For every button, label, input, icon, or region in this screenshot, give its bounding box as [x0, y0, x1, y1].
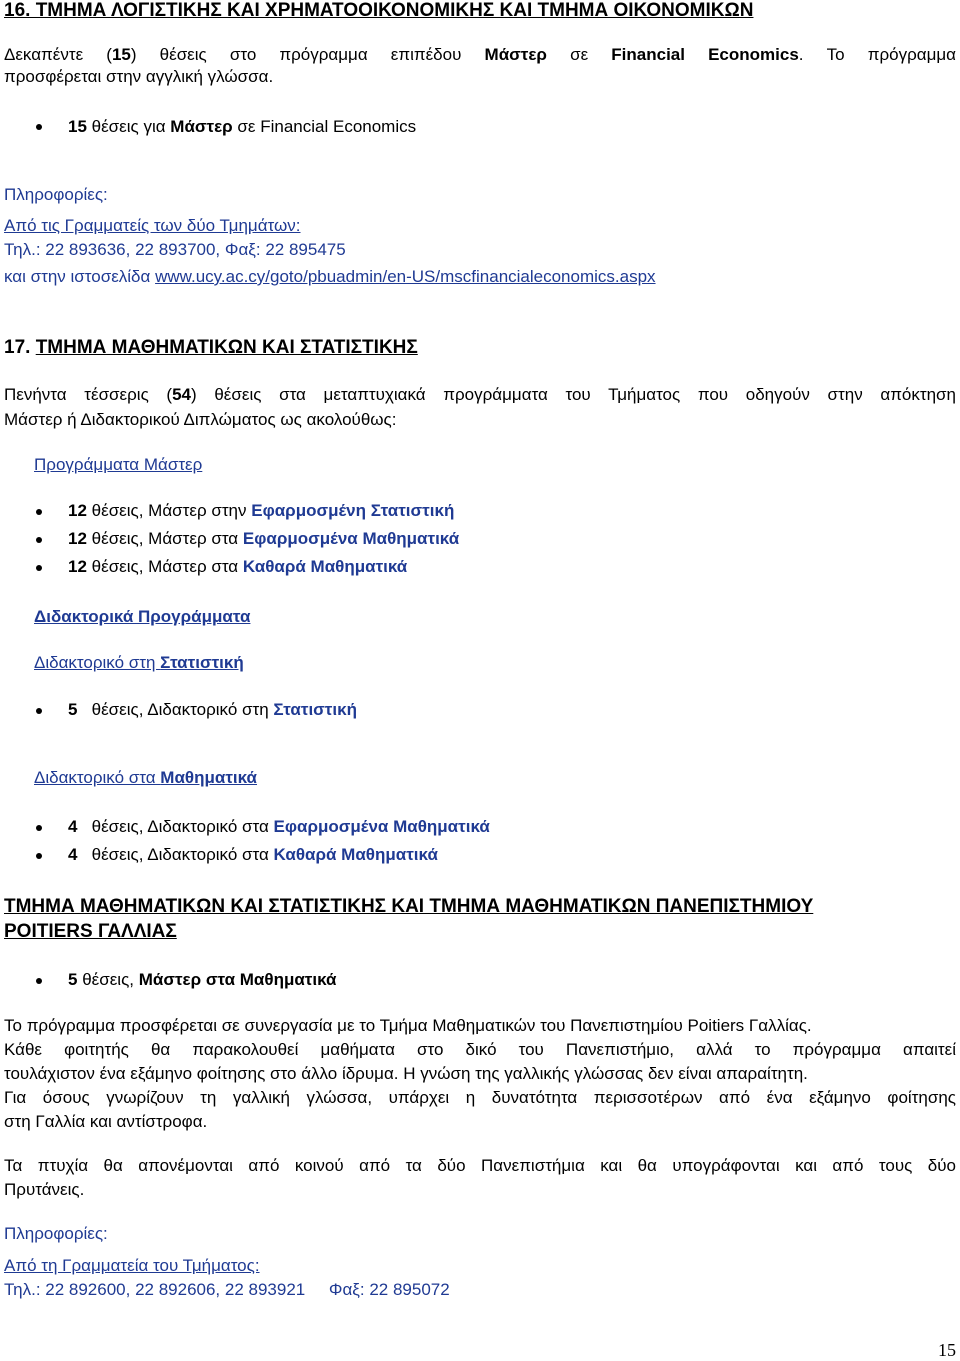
- joint-paragraph-line: τουλάχιστον ένα εξάμηνο φοίτησης στο άλλο ίδρυμα. Η γνώση της γαλλικής γλώσσας δεν είναι απαραίτητη.: [4, 1064, 808, 1083]
- phone-numbers: Τηλ.: 22 893636, 22 893700, Φαξ: 22 895475: [4, 240, 346, 259]
- section-16-bullet: 15 θέσεις για Μάστερ σε Financial Economics: [68, 117, 417, 136]
- phd-math-heading: Διδακτορικό στα Μαθηματικά: [34, 768, 258, 787]
- bullet-icon: [36, 708, 42, 714]
- phd-item: 5 θέσεις, Διδακτορικό στη Στατιστική: [68, 700, 357, 719]
- section-17-intro-line1: Πενήντα τέσσερις (54) θέσεις στα μεταπτυχιακά προγράμματα του Τμήματος που οδηγούν στην απόκτηση: [4, 385, 956, 404]
- bullet-icon: [36, 978, 42, 984]
- section-17-intro-line2: Μάστερ ή Διδακτορικού Διπλώματος ως ακολούθως:: [4, 410, 397, 429]
- joint-paragraph-line: Το πρόγραμμα προσφέρεται σε συνεργασία με το Τμήμα Μαθηματικών του Πανεπιστημίου Poitiers Γαλλίας.: [4, 1016, 812, 1035]
- section-16-paragraph-line2: προσφέρεται στην αγγλική γλώσσα.: [4, 67, 274, 86]
- master-programs-heading: Προγράμματα Μάστερ: [34, 455, 203, 474]
- phd-item: 4 θέσεις, Διδακτορικό στα Εφαρμοσμένα Μαθηματικά: [68, 817, 490, 836]
- master-item: 12 θέσεις, Μάστερ στην Εφαρμοσμένη Στατιστική: [68, 501, 455, 520]
- section-16-heading: 16. ΤΜΗΜΑ ΛΟΓΙΣΤΙΚΗΣ ΚΑΙ ΧΡΗΜΑΤΟΟΙΚΟΝΟΜΙΚΗΣ ΚΑΙ ΤΜΗΜΑ ΟΙΚΟΝΟΜΙΚΩΝ: [4, 0, 754, 21]
- joint-paragraph-line: Κάθε φοιτητής θα παρακολουθεί μαθήματα στο δικό του Πανεπιστήμιο, αλλά το πρόγραμμα απαιτεί: [4, 1040, 956, 1059]
- bullet-icon: [36, 537, 42, 543]
- info-label: Πληροφορίες:: [4, 1224, 108, 1243]
- phd-item: 4 θέσεις, Διδακτορικό στα Καθαρά Μαθηματικά: [68, 845, 438, 864]
- bullet-icon: [36, 825, 42, 831]
- website-line: και στην ιστοσελίδα www.ucy.ac.cy/goto/pbuadmin/en-US/mscfinancialeconomics.aspx: [4, 267, 656, 286]
- joint-paragraph-line: στη Γαλλία και αντίστροφα.: [4, 1112, 208, 1131]
- bullet-icon: [36, 509, 42, 515]
- bullet-icon: [36, 565, 42, 571]
- secretariat-label: Από τη Γραμματεία του Τμήματος:: [4, 1256, 260, 1275]
- joint-program-heading-line1: ΤΜΗΜΑ ΜΑΘΗΜΑΤΙΚΩΝ ΚΑΙ ΣΤΑΤΙΣΤΙΚΗΣ ΚΑΙ ΤΜΗΜΑ ΜΑΘΗΜΑΤΙΚΩΝ ΠΑΝΕΠΙΣΤΗΜΙΟΥ: [4, 896, 814, 917]
- joint-program-heading-line2: POITIERS ΓΑΛΛΙΑΣ: [4, 921, 177, 942]
- diploma-paragraph-line: Πρυτάνεις.: [4, 1180, 85, 1199]
- diploma-paragraph-line: Τα πτυχία θα απονέμονται από κοινού από τα δύο Πανεπιστήμια και θα υπογράφονται και από τους δύο: [4, 1156, 956, 1175]
- phd-statistics-heading: Διδακτορικό στη Στατιστική: [34, 653, 244, 672]
- joint-paragraph-line: Για όσους γνωρίζουν τη γαλλική γλώσσα, υπάρχει η δυνατότητα περισσοτέρων από ένα εξάμηνο φοίτησης: [4, 1088, 956, 1107]
- info-label: Πληροφορίες:: [4, 185, 108, 204]
- section-16-paragraph-line1: Δεκαπέντε (15) θέσεις στο πρόγραμμα επιπέδου Μάστερ σε Financial Economics. Το πρόγραμμα: [4, 45, 957, 64]
- master-item: 12 θέσεις, Μάστερ στα Καθαρά Μαθηματικά: [68, 557, 408, 576]
- bullet-icon: [36, 124, 42, 130]
- page-number: 15: [938, 1340, 956, 1360]
- bullet-icon: [36, 853, 42, 859]
- phd-programs-heading: Διδακτορικά Προγράμματα: [34, 607, 251, 626]
- phone-numbers: Τηλ.: 22 892600, 22 892606, 22 893921 Φαξ: 22 895072: [4, 1280, 450, 1299]
- master-item: 12 θέσεις, Μάστερ στα Εφαρμοσμένα Μαθηματικά: [68, 529, 460, 548]
- website-link[interactable]: www.ucy.ac.cy/goto/pbuadmin/en-US/mscfinancialeconomics.aspx: [155, 267, 656, 286]
- section-17-heading: 17. ΤΜΗΜΑ ΜΑΘΗΜΑΤΙΚΩΝ ΚΑΙ ΣΤΑΤΙΣΤΙΚΗΣ: [4, 337, 418, 358]
- joint-bullet: 5 θέσεις, Μάστερ στα Μαθηματικά: [68, 970, 337, 989]
- secretariat-label: Από τις Γραμματείς των δύο Τμημάτων:: [4, 216, 301, 235]
